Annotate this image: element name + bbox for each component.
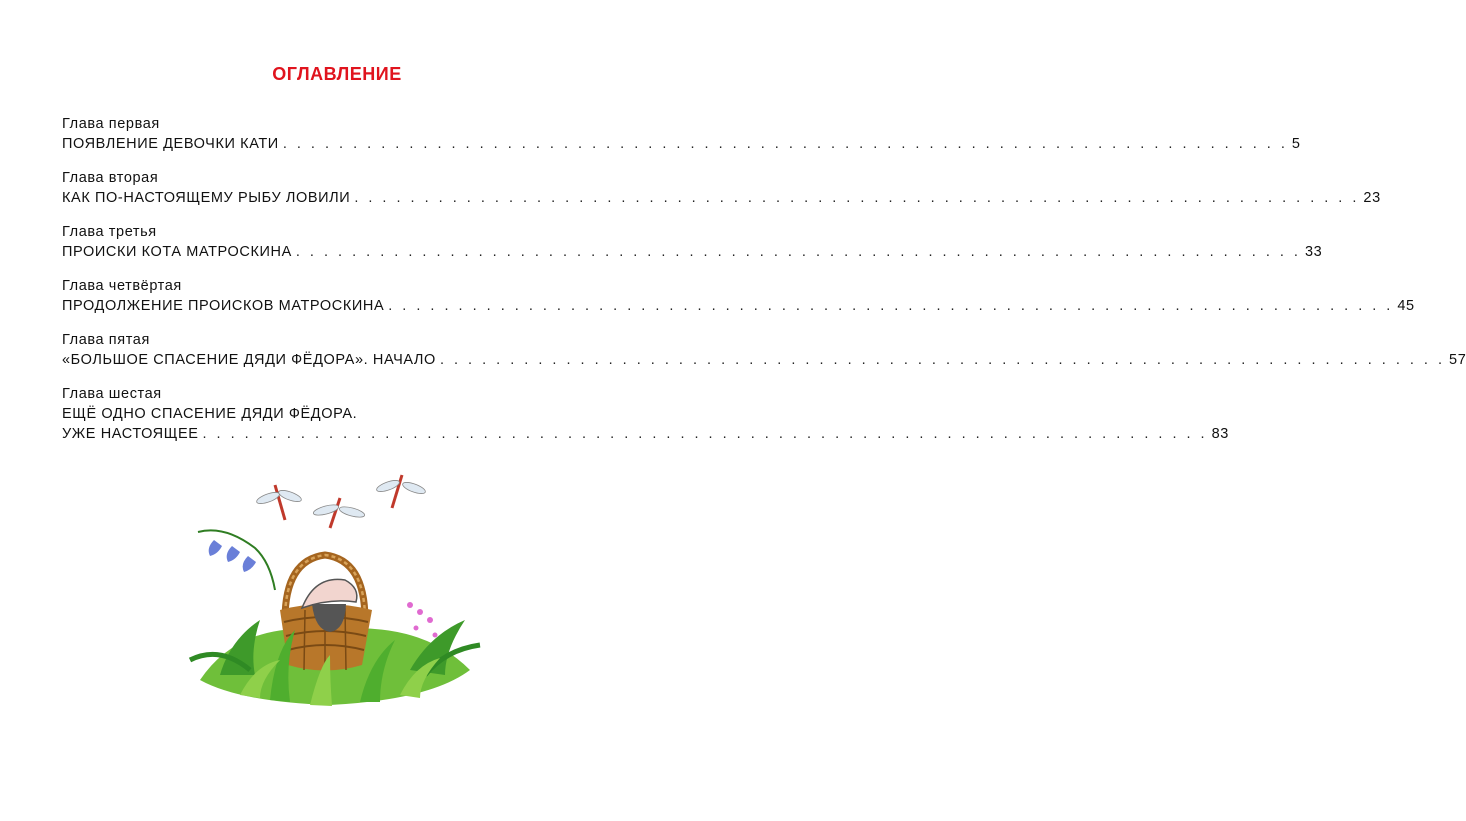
page-number: 33 [1304,244,1323,260]
pink-flowers-icon [407,602,438,638]
dragonfly-icon [375,475,426,508]
chapter-title: УЖЕ НАСТОЯЩЕЕ [62,426,199,442]
toc-entry-1[interactable] [62,115,1301,154]
page-number: 23 [1363,190,1381,206]
toc-line [62,296,1415,316]
page-number: 45 [1397,298,1415,314]
chapter-label: Глава третья [62,224,157,240]
page-number: 5 [1291,136,1301,152]
dot-leader: . . . . . . . . . . . . . . . . . . . . . . . . . . . . . . . . . . . . . . . . . . . . . . . . . . . . . . . . . . . . . . . . . . . . . . . . [282,136,1288,152]
dot-leader: . . . . . . . . . . . . . . . . . . . . . . . . . . . . . . . . . . . . . . . . . . . . . . . . . . . . . . . . . . . . . . . . . . . . . . . . [439,352,1446,368]
chapter-title: КАК ПО-НАСТОЯЩЕМУ РЫБУ ЛОВИЛИ [62,190,351,206]
toc-entry-5[interactable] [62,331,1466,370]
page-title: ОГЛАВЛЕНИЕ [272,64,402,84]
basket-with-mushroom-icon [180,470,480,710]
dot-leader: . . . . . . . . . . . . . . . . . . . . . . . . . . . . . . . . . . . . . . . . . . . . . . . . . . . . . . . . . . . . . . . . . . . . . . . . [354,190,1360,206]
bluebell-flowers-icon [198,530,275,590]
chapter-label: Глава вторая [62,170,159,186]
toc-entry-4[interactable] [62,277,1415,316]
chapter-title: «БОЛЬШОЕ СПАСЕНИЕ ДЯДИ ФЁДОРА». НАЧАЛО [62,352,436,368]
chapter-title: ПРОДОЛЖЕНИЕ ПРОИСКОВ МАТРОСКИНА [62,298,385,314]
toc-entry-3[interactable] [62,223,1323,262]
dot-leader: . . . . . . . . . . . . . . . . . . . . . . . . . . . . . . . . . . . . . . . . . . . . . . . . . . . . . . . . . . . . . . . . . . . . . . . . [202,426,1208,442]
dot-leader: . . . . . . . . . . . . . . . . . . . . . . . . . . . . . . . . . . . . . . . . . . . . . . . . . . . . . . . . . . . . . . . . . . . . . . . . [295,244,1301,260]
toc-line [62,188,1381,208]
chapter-title: ПРОИСКИ КОТА МАТРОСКИНА [62,244,292,260]
chapter-title-line-1: ЕЩЁ ОДНО СПАСЕНИЕ ДЯДИ ФЁДОРА. [62,406,358,422]
toc-line [62,350,1466,370]
chapter-title: ПОЯВЛЕНИЕ ДЕВОЧКИ КАТИ [62,136,279,152]
toc-line [62,242,1323,262]
page-number: 57 [1449,352,1466,368]
toc-line [62,424,1229,444]
chapter-label: Глава первая [62,116,160,132]
dragonfly-icon [312,498,365,528]
table-of-contents [62,115,1466,459]
dot-leader: . . . . . . . . . . . . . . . . . . . . . . . . . . . . . . . . . . . . . . . . . . . . . . . . . . . . . . . . . . . . . . . . . . . . . . . . [388,298,1394,314]
chapter-label: Глава пятая [62,332,150,348]
dragonfly-icon [255,485,302,520]
page-number: 83 [1211,426,1229,442]
toc-entry-2[interactable] [62,169,1381,208]
chapter-label: Глава шестая [62,386,162,402]
toc-entry-6[interactable] [62,385,1229,444]
toc-line [62,134,1301,154]
chapter-label: Глава четвёртая [62,278,182,294]
